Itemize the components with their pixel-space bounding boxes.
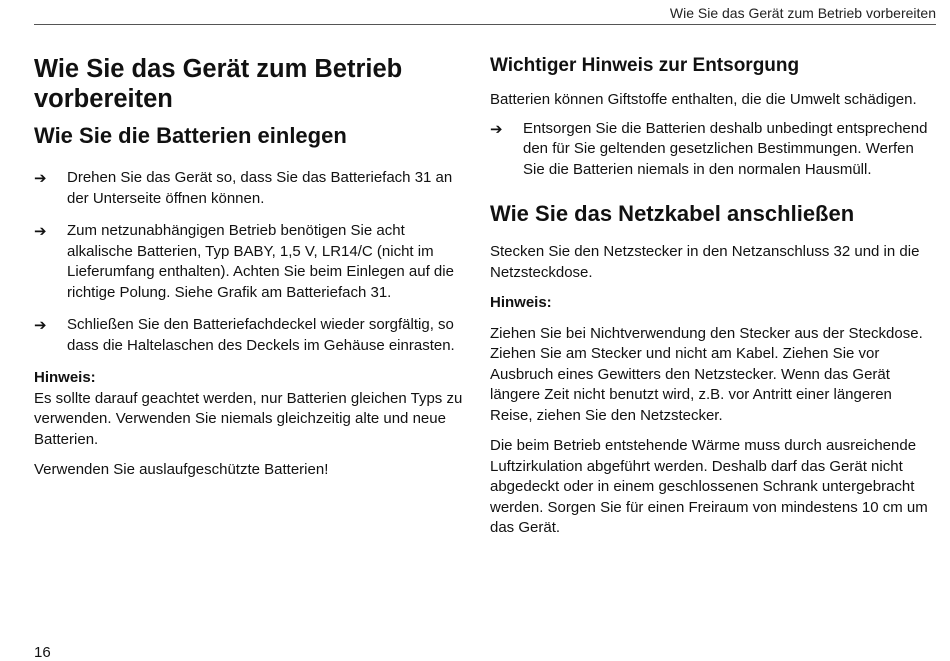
- hint-label: Hinweis:: [34, 369, 96, 386]
- arrow-right-icon: ➔: [34, 316, 47, 334]
- list-item-text: Schließen Sie den Batteriefachdeckel wieder sorgfältig, so dass die Haltelaschen des Deckels im Gehäuse einrasten.: [67, 316, 455, 354]
- arrow-right-icon: ➔: [34, 222, 47, 240]
- list-item: [34, 315, 474, 356]
- right-column: [490, 54, 935, 539]
- arrow-right-icon: ➔: [490, 119, 503, 138]
- header-divider: [34, 24, 936, 25]
- heat-text: Die beim Betrieb entstehende Wärme muss durch ausreichende Luftzirkulation abgeführt werden. Deshalb darf das Gerät nicht abgedeckt oder in einem geschlossenen Schrank untergebracht werden. Sorgen Sie für einen Freiraum von mindestens 10 cm um das Gerät.: [490, 437, 928, 536]
- page-title: Wie Sie das Gerät zum Betrieb vorbereiten: [34, 55, 403, 113]
- section-heading-disposal: Wichtiger Hinweis zur Entsorgung: [490, 55, 800, 76]
- list-item: [34, 221, 474, 303]
- running-header: Wie Sie das Gerät zum Betrieb vorbereiten: [669, 5, 936, 21]
- hint-label: Hinweis:: [490, 294, 552, 311]
- left-column: [34, 54, 474, 481]
- list-item: [34, 168, 474, 209]
- cable-text: Stecken Sie den Netzstecker in den Netzanschluss 32 und in die Netzsteckdose.: [490, 243, 920, 281]
- list-item-text: Entsorgen Sie die Batterien deshalb unbedingt entsprechend den für Sie geltenden gesetzlichen Bestimmungen. Werfen Sie die Batterien niemals in den normalen Hausmüll.: [523, 119, 928, 178]
- section-heading-power-cable: Wie Sie das Netzkabel anschließen: [490, 201, 855, 226]
- hint-text: Ziehen Sie bei Nichtverwendung den Stecker aus der Steckdose. Ziehen Sie am Stecker und nicht am Kabel. Ziehen Sie vor Ausbruch eines Gewitters den Netzstecker. Wenn das Gerät längere Zeit nicht benutzt wird, z.B. vor Antritt einer längeren Reise, ziehen Sie den Netzstecker.: [490, 324, 923, 424]
- list-item-text: Zum netzunabhängigen Betrieb benötigen Sie acht alkalische Batterien, Typ BABY, 1,5 V, LR14/C (nicht im Lieferumfang enthalten). Achten Sie beim Einlegen auf die richtige Polung. Siehe Grafik am Batteriefach 31.: [67, 222, 454, 301]
- disposal-text: Batterien können Giftstoffe enthalten, die die Umwelt schädigen.: [490, 91, 917, 108]
- list-item-text: Drehen Sie das Gerät so, dass Sie das Batteriefach 31 an der Unterseite öffnen können.: [67, 169, 453, 207]
- page-number: 16: [34, 644, 51, 661]
- closing-note: Verwenden Sie auslaufgeschützte Batterien!: [34, 461, 329, 478]
- arrow-right-icon: ➔: [34, 169, 47, 187]
- section-heading-batteries: Wie Sie die Batterien einlegen: [34, 123, 347, 148]
- hint-text: Es sollte darauf geachtet werden, nur Batterien gleichen Typs zu verwenden. Verwenden Sie niemals gleichzeitig alte und neue Batterien.: [34, 389, 463, 448]
- list-item: [490, 119, 935, 181]
